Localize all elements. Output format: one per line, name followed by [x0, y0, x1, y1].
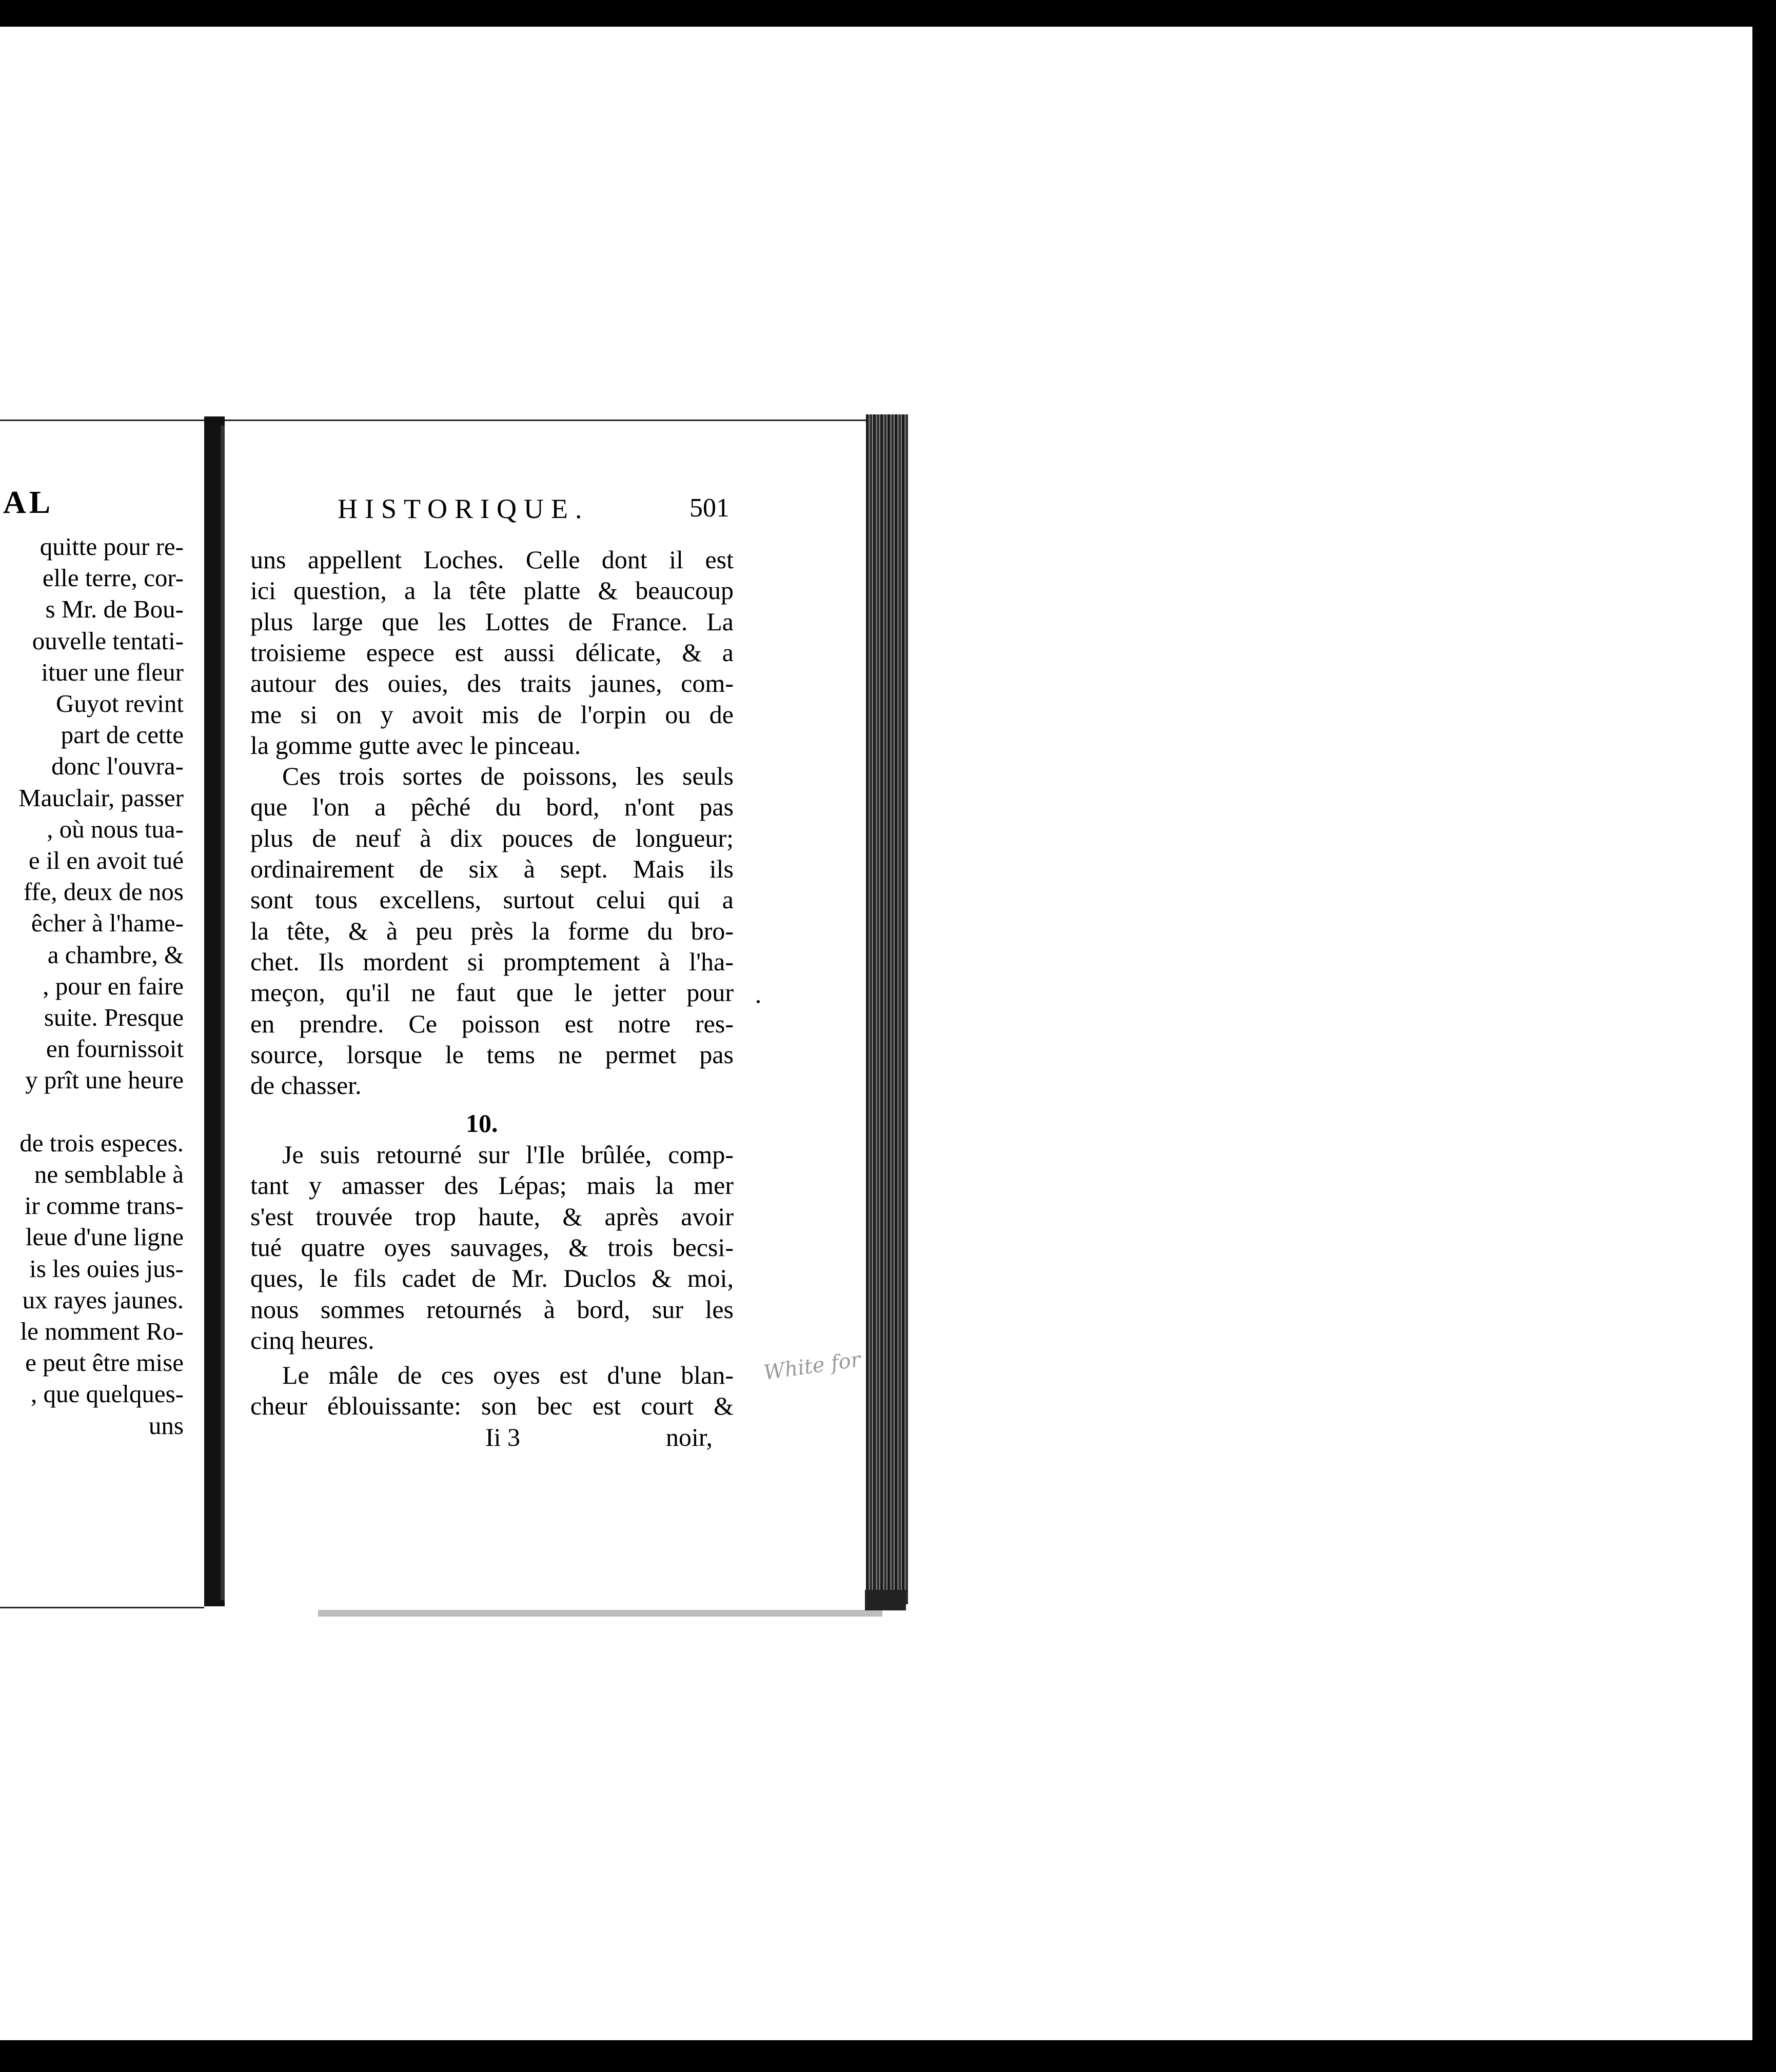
left-text-line: êcher à l'hame-	[31, 909, 184, 938]
left-page	[0, 420, 204, 1608]
scan-border-top	[0, 0, 1776, 27]
left-text-line: leue d'une ligne	[25, 1223, 184, 1251]
right-text-line: nous sommes retournés à bord, sur les	[250, 1294, 734, 1324]
running-title: HISTORIQUE.	[338, 493, 589, 524]
right-text-line: ici question, a la tête platte & beaucoup	[250, 576, 734, 605]
page-number: 501	[689, 493, 729, 523]
right-text-line: en prendre. Ce poisson est notre res-	[250, 1009, 734, 1038]
left-text-line: quitte pour re-	[40, 532, 184, 561]
right-text-line: meçon, qu'il ne faut que le jetter pour	[250, 978, 734, 1007]
left-text-line: ouvelle tentati-	[32, 626, 184, 655]
right-text-line: tué quatre oyes sauvages, & trois becsi-	[250, 1232, 734, 1262]
signature-mark: Ii 3	[485, 1423, 521, 1451]
left-text-line: , où nous tua-	[47, 814, 184, 843]
left-text-line: le nomment Ro-	[20, 1317, 184, 1345]
right-text-line: tant y amasser des Lépas; mais la mer	[250, 1171, 734, 1200]
page-block-edge	[866, 414, 908, 1604]
left-page-header: AL	[3, 485, 54, 520]
left-text-line: en fournissoit	[46, 1034, 184, 1063]
left-text-line: e peut être mise	[25, 1348, 184, 1377]
right-text-line: source, lorsque le tems ne permet pas	[250, 1040, 734, 1069]
left-text-line: a chambre, &	[47, 940, 184, 969]
right-text-line: cheur éblouissante: son bec est court &	[250, 1391, 734, 1421]
left-text-line: ux rayes jaunes.	[22, 1285, 184, 1314]
right-text-line: s'est trouvée trop haute, & après avoir	[250, 1202, 734, 1231]
right-text-line: chet. Ils mordent si promptement à l'ha-	[250, 947, 734, 976]
right-page	[225, 420, 876, 1610]
ink-speck	[757, 1000, 760, 1003]
pencil-annotation: White for	[762, 1347, 862, 1385]
right-text-line: plus large que les Lottes de France. La	[250, 607, 734, 636]
right-text-line: de chasser.	[250, 1071, 362, 1100]
right-text-line: sont tous excellens, surtout celui qui a	[250, 885, 734, 914]
right-text-line: plus de neuf à dix pouces de longueur;	[250, 823, 734, 852]
left-text-line: y prît une heure	[25, 1066, 184, 1094]
right-text-line: ordinairement de six à sept. Mais ils	[250, 854, 734, 883]
gutter-line	[221, 426, 225, 1600]
left-text-line: elle terre, cor-	[42, 564, 184, 592]
page-block-corner	[865, 1590, 906, 1610]
catchword: noir,	[666, 1423, 713, 1451]
left-text-line: s Mr. de Bou-	[45, 595, 184, 624]
right-text-line: Je suis retourné sur l'Ile brûlée, comp-	[282, 1140, 734, 1169]
section-number: 10.	[466, 1109, 498, 1138]
left-text-line: , que quelques-	[31, 1380, 184, 1408]
right-text-line: Le mâle de ces oyes est d'une blan-	[282, 1361, 734, 1389]
left-text-line: part de cette	[61, 721, 184, 749]
right-text-line: autour des ouies, des traits jaunes, com-	[250, 669, 734, 698]
right-text-line: que l'on a pêché du bord, n'ont pas	[250, 792, 734, 822]
left-text-line: ituer une fleur	[41, 658, 184, 686]
right-text-line: me si on y avoit mis de l'orpin ou de	[250, 700, 734, 729]
left-text-line: , pour en faire	[43, 971, 184, 1000]
left-text-line: ne semblable à	[34, 1160, 184, 1188]
right-text-line: la gomme gutte avec le pinceau.	[250, 730, 581, 760]
right-text-line: uns appellent Loches. Celle dont il est	[250, 545, 734, 574]
left-text-line: Guyot revint	[55, 689, 184, 718]
left-text-line: ir comme trans-	[24, 1191, 184, 1220]
left-text-line: Mauclair, passer	[18, 783, 184, 812]
left-text-line: suite. Presque	[44, 1003, 184, 1031]
right-text-line: la tête, & à peu près la forme du bro-	[250, 916, 734, 945]
left-text-line: donc l'ouvra-	[51, 752, 184, 781]
right-text-line: ques, le fils cadet de Mr. Duclos & moi,	[250, 1264, 734, 1293]
scan-border-right-margin	[1743, 27, 1752, 2040]
right-text-line: troisieme espece est aussi délicate, & a	[250, 637, 734, 667]
right-text-line: cinq heures.	[250, 1325, 374, 1354]
left-text-line: uns	[148, 1411, 184, 1440]
left-text-line: de trois especes.	[19, 1128, 184, 1157]
left-text-line: ffe, deux de nos	[23, 878, 184, 906]
left-text-line: is les ouies jus-	[29, 1254, 184, 1283]
left-text-line: e il en avoit tué	[28, 846, 184, 874]
right-text-line: Ces trois sortes de poissons, les seuls	[282, 762, 734, 791]
scan-border-bottom	[0, 2040, 1776, 2072]
